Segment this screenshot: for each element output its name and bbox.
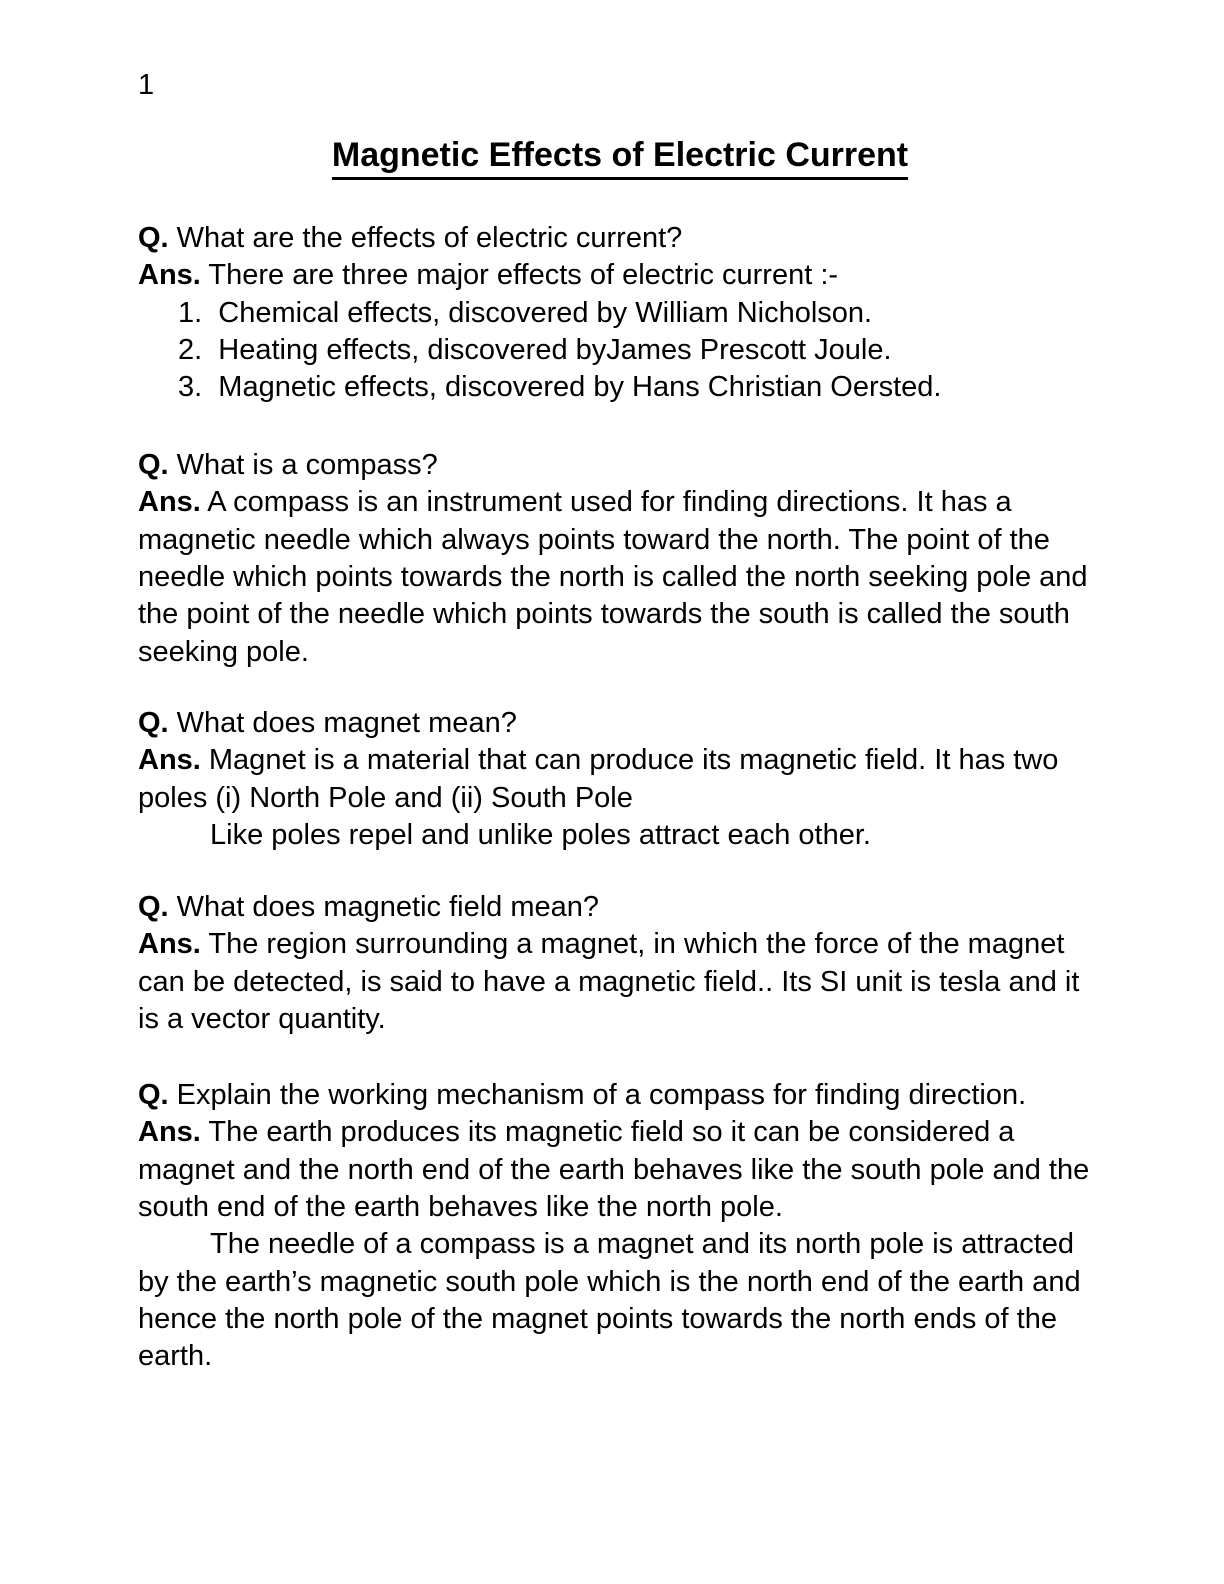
line-bold-prefix: Q. <box>138 707 169 739</box>
qa-block-what-is-a-compass <box>138 447 1118 671</box>
text-line: 2. Heating effects, discovered byJames Prescott Joule. <box>178 333 892 366</box>
qa-block-compass-working-mechanism <box>138 1077 1118 1376</box>
qa-block-what-does-magnet-mean <box>138 705 1118 854</box>
text-line: Q. What is a compass? <box>138 449 438 481</box>
qa-block-effects-of-electric-current <box>138 220 1118 407</box>
line-bold-prefix: Q. <box>138 449 169 481</box>
text-line: can be detected, is said to have a magnetic field.. Its SI unit is tesla and it <box>138 965 1080 998</box>
text-line: Ans. Magnet is a material that can produce its magnetic field. It has two <box>138 744 1059 777</box>
text-line: the point of the needle which points towards the south is called the south <box>138 598 1070 631</box>
text-line: Ans. A compass is an instrument used for finding directions. It has a <box>138 486 1012 519</box>
text-line: is a vector quantity. <box>138 1002 386 1035</box>
text-line: Ans. The earth produces its magnetic field so it can be considered a <box>138 1116 1015 1149</box>
text-line: by the earth’s magnetic south pole which is the north end of the earth and <box>138 1265 1081 1298</box>
text-line: seeking pole. <box>138 635 309 668</box>
text-line: magnet and the north end of the earth behaves like the south pole and the <box>138 1153 1090 1186</box>
text-line: Ans. The region surrounding a magnet, in which the force of the magnet <box>138 928 1065 961</box>
text-line: Ans. There are three major effects of electric current :- <box>138 259 839 292</box>
line-bold-prefix: Ans. <box>138 486 201 519</box>
line-bold-prefix: Ans. <box>138 744 201 777</box>
text-line: hence the north pole of the magnet points towards the north ends of the <box>138 1302 1057 1335</box>
line-bold-prefix: Ans. <box>138 1116 201 1149</box>
text-line: south end of the earth behaves like the north pole. <box>138 1190 783 1223</box>
text-line: Q. What does magnetic field mean? <box>138 891 600 923</box>
text-line: The needle of a compass is a magnet and its north pole is attracted <box>210 1228 1075 1261</box>
text-line: Like poles repel and unlike poles attract each other. <box>210 818 871 851</box>
text-line: 1. Chemical effects, discovered by William Nicholson. <box>178 296 873 329</box>
text-line: Q. What are the effects of electric current? <box>138 222 683 254</box>
text-line: needle which points towards the north is called the north seeking pole and <box>138 560 1088 593</box>
line-bold-prefix: Q. <box>138 1079 169 1111</box>
text-line: magnetic needle which always points toward the north. The point of the <box>138 523 1050 556</box>
page-number: 1 <box>138 69 155 101</box>
line-bold-prefix: Q. <box>138 222 169 254</box>
document-title-text: Magnetic Effects of Electric Current <box>332 134 908 180</box>
document-title <box>138 134 1102 180</box>
text-line: poles (i) North Pole and (ii) South Pole <box>138 781 633 814</box>
line-bold-prefix: Ans. <box>138 259 201 292</box>
qa-block-what-does-magnetic-field-mean <box>138 889 1118 1038</box>
text-line: earth. <box>138 1340 213 1373</box>
text-line: Q. What does magnet mean? <box>138 707 517 739</box>
line-bold-prefix: Ans. <box>138 928 201 961</box>
text-line: Q. Explain the working mechanism of a compass for finding direction. <box>138 1079 1027 1111</box>
line-bold-prefix: Q. <box>138 891 169 923</box>
text-line: 3. Magnetic effects, discovered by Hans Christian Oersted. <box>178 371 942 404</box>
